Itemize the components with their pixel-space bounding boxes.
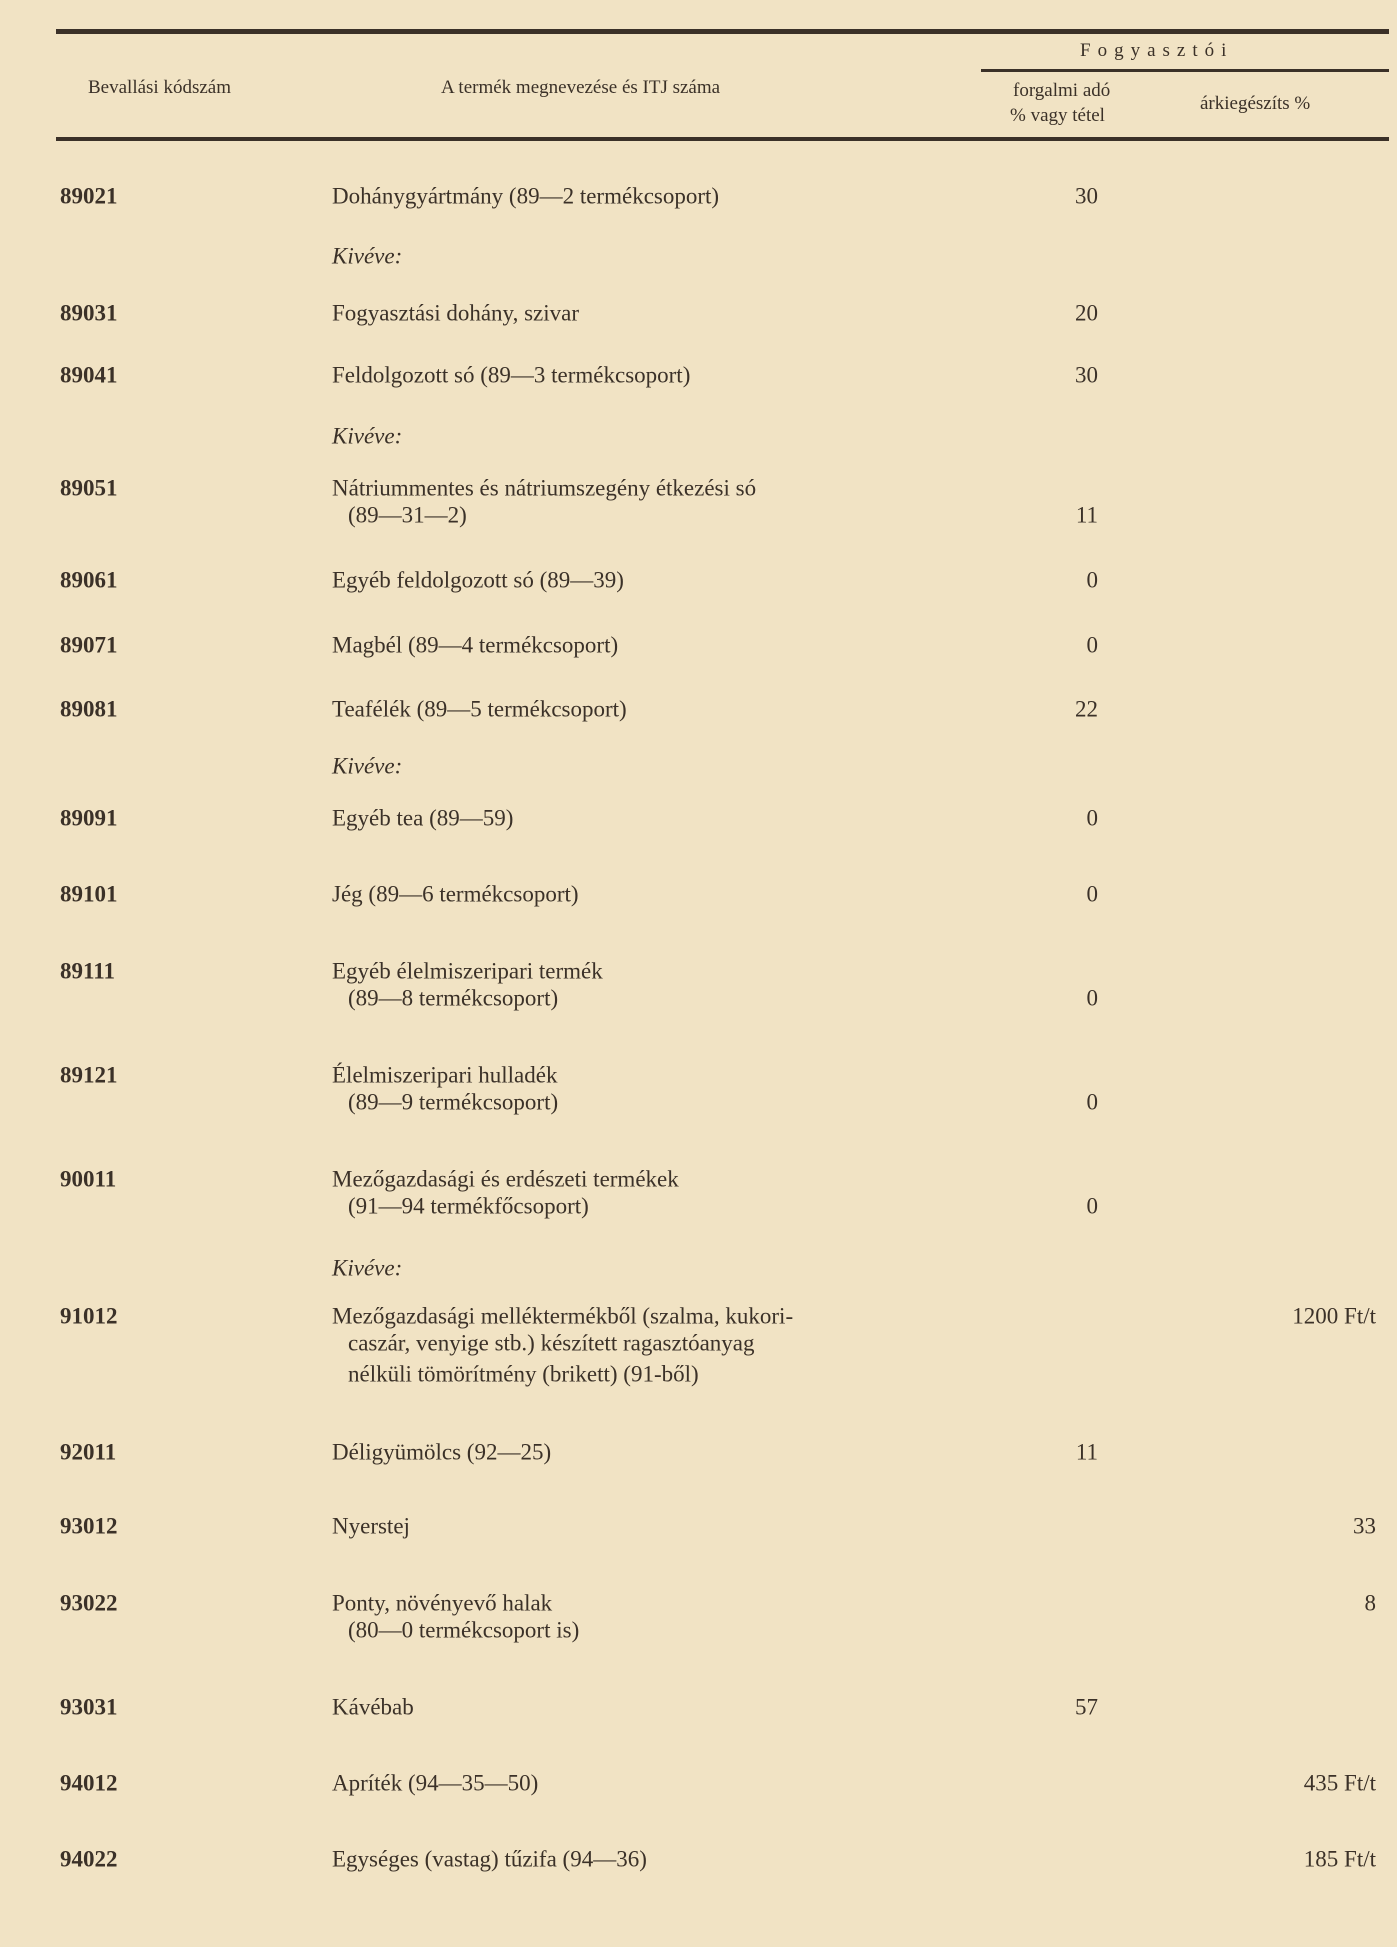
product-name-line: Egyéb tea (89—59) — [332, 805, 514, 831]
product-name-line: (89—9 termékcsoport) — [348, 1089, 559, 1115]
turnover-tax-value: 0 — [1086, 1193, 1098, 1219]
except-label: Kivéve: — [332, 243, 403, 269]
turnover-tax-value: 11 — [1075, 502, 1098, 528]
declaration-code: 93031 — [60, 1694, 118, 1720]
product-name-line: Mezőgazdasági és erdészeti termékek — [332, 1166, 679, 1192]
except-label: Kivéve: — [332, 753, 403, 779]
declaration-code: 91012 — [60, 1303, 118, 1329]
price-supplement-value: 185 Ft/t — [1303, 1846, 1376, 1872]
declaration-code: 89101 — [60, 881, 118, 907]
turnover-tax-value: 0 — [1086, 985, 1098, 1011]
tax-column-header-line2: % vagy tétel — [1010, 105, 1105, 126]
product-name-line: Egyéb feldolgozott só (89—39) — [332, 567, 624, 593]
product-name-line: (91—94 termékfőcsoport) — [348, 1193, 589, 1219]
product-name-line: Feldolgozott só (89—3 termékcsoport) — [332, 362, 691, 388]
turnover-tax-value: 0 — [1086, 567, 1098, 593]
declaration-code: 89111 — [60, 958, 115, 984]
markup-column-header: árkiegészíts % — [1200, 93, 1311, 114]
product-name-line: (80—0 termékcsoport is) — [348, 1617, 580, 1643]
code-column-header: Bevallási kódszám — [88, 77, 231, 98]
declaration-code: 89051 — [60, 475, 118, 501]
declaration-code: 94012 — [60, 1770, 118, 1796]
declaration-code: 90011 — [60, 1166, 117, 1192]
declaration-code: 89071 — [60, 632, 118, 658]
product-name-line: Egyéb élelmiszeripari termék — [332, 958, 603, 984]
declaration-code: 89081 — [60, 696, 118, 722]
turnover-tax-value: 0 — [1086, 1089, 1098, 1115]
product-name-line: Élelmiszeripari hulladék — [332, 1062, 558, 1088]
turnover-tax-value: 30 — [1075, 362, 1098, 388]
price-supplement-value: 8 — [1364, 1590, 1376, 1616]
product-name-line: Jég (89—6 termékcsoport) — [332, 881, 579, 907]
turnover-tax-value: 0 — [1086, 805, 1098, 831]
declaration-code: 89121 — [60, 1062, 118, 1088]
product-name-line: Mezőgazdasági melléktermékből (szalma, kukori- — [332, 1303, 794, 1329]
declaration-code: 89041 — [60, 362, 118, 388]
turnover-tax-value: 57 — [1075, 1694, 1098, 1720]
top-rule — [56, 29, 1389, 34]
product-name-line: Nyerstej — [332, 1513, 410, 1539]
product-name-line: Teafélék (89—5 termékcsoport) — [332, 696, 627, 722]
product-name-line: Apríték (94—35—50) — [332, 1770, 539, 1796]
product-name-line: Kávébab — [332, 1694, 414, 1720]
declaration-code: 89091 — [60, 805, 118, 831]
declaration-code: 93012 — [60, 1513, 118, 1539]
header-bottom-rule — [56, 137, 1389, 141]
turnover-tax-value: 20 — [1075, 300, 1098, 326]
product-name-line: Egységes (vastag) tűzifa (94—36) — [332, 1846, 647, 1872]
name-column-header: A termék megnevezése és ITJ száma — [441, 77, 721, 98]
product-name-line: caszár, venyige stb.) készített ragasztóanyag — [348, 1330, 755, 1356]
price-supplement-value: 435 Ft/t — [1303, 1770, 1376, 1796]
product-name-line: Fogyasztási dohány, szivar — [332, 300, 579, 326]
product-name-line: Dohánygyártmány (89—2 termékcsoport) — [332, 183, 720, 209]
except-label: Kivéve: — [332, 423, 403, 449]
tax-column-header-line1: forgalmi adó — [1013, 80, 1111, 101]
except-label: Kivéve: — [332, 1255, 403, 1281]
product-name-line: (89—31—2) — [348, 502, 467, 528]
turnover-tax-value: 22 — [1075, 696, 1098, 722]
declaration-code: 89021 — [60, 183, 118, 209]
declaration-code: 89031 — [60, 300, 118, 326]
declaration-code: 89061 — [60, 567, 118, 593]
turnover-tax-value: 0 — [1086, 881, 1098, 907]
product-name-line: Nátriummentes és nátriumszegény étkezési só — [332, 475, 757, 501]
turnover-tax-value: 0 — [1086, 632, 1098, 658]
group-title: Fogyasztói — [1080, 40, 1234, 61]
declaration-code: 94022 — [60, 1846, 118, 1872]
declaration-code: 93022 — [60, 1590, 118, 1616]
declaration-code: 92011 — [60, 1439, 117, 1465]
product-name-line: nélküli tömörítmény (brikett) (91-ből) — [348, 1361, 699, 1387]
product-name-line: Déligyümölcs (92—25) — [332, 1439, 552, 1465]
group-rule — [981, 69, 1389, 72]
product-name-line: Magbél (89—4 termékcsoport) — [332, 632, 619, 658]
price-supplement-value: 1200 Ft/t — [1292, 1303, 1376, 1329]
turnover-tax-value: 30 — [1075, 183, 1098, 209]
product-name-line: Ponty, növényevő halak — [332, 1590, 553, 1616]
turnover-tax-value: 11 — [1075, 1439, 1098, 1465]
product-name-line: (89—8 termékcsoport) — [348, 985, 559, 1011]
price-supplement-value: 33 — [1353, 1513, 1376, 1539]
